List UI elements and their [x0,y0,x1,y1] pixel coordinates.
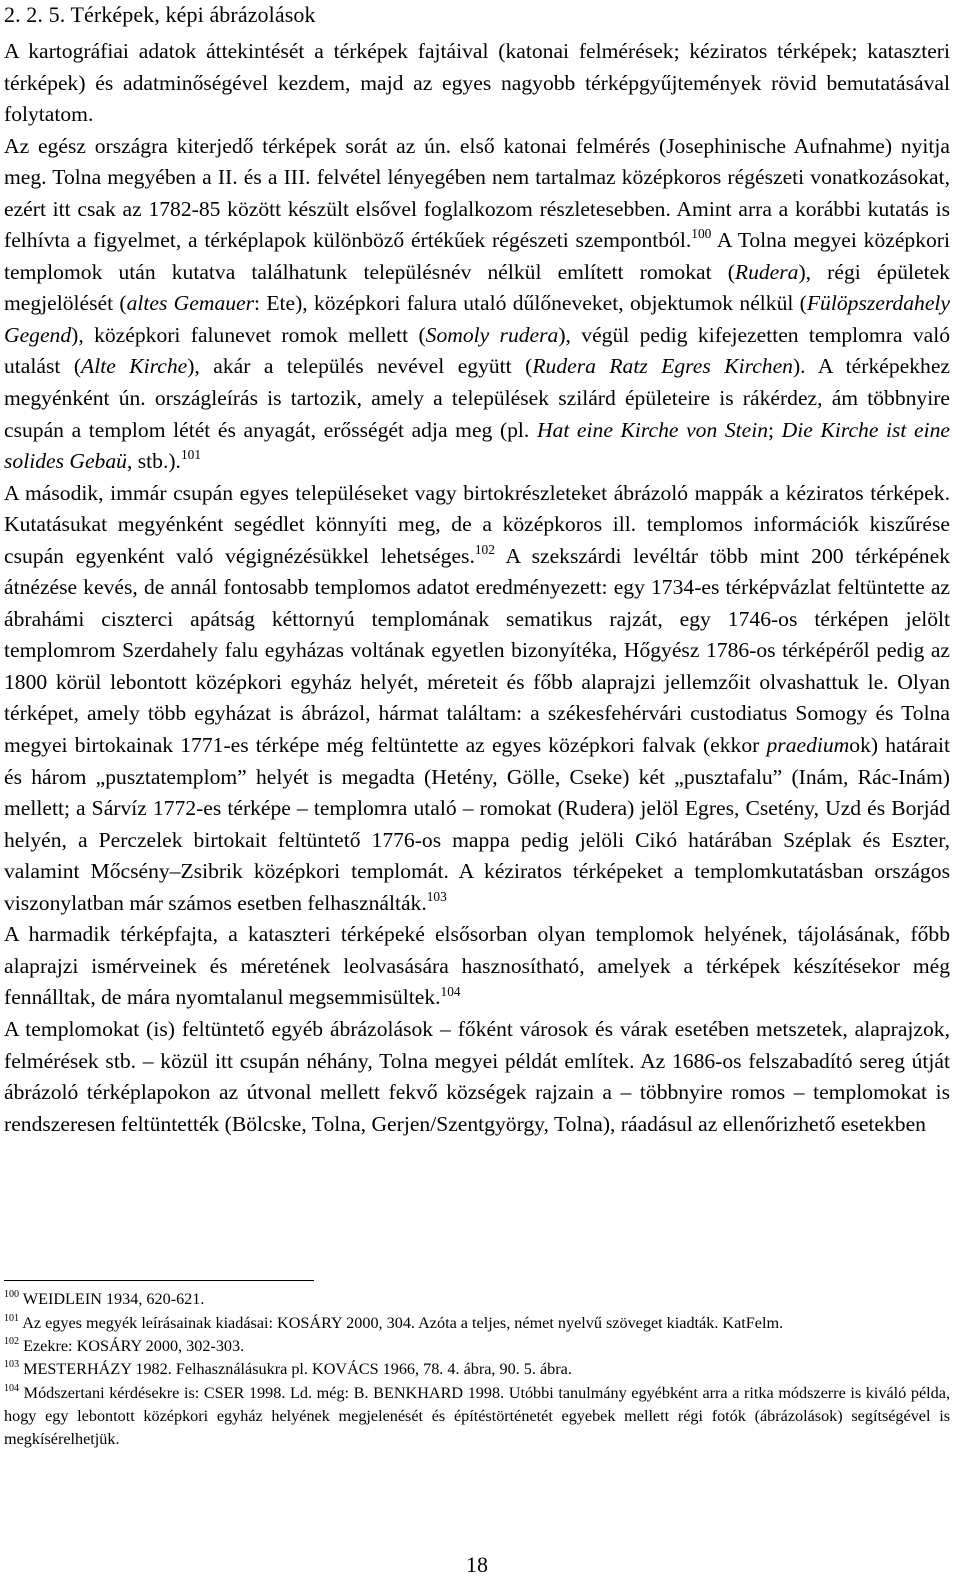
footnote [4,1358,950,1381]
italic-term: Die Kirche ist eine solides Gebaü [4,417,950,474]
body-text [4,36,950,1140]
footnote-text: Ezekre: KOSÁRY 2000, 302-303. [19,1337,245,1355]
italic-term: Rudera Ratz Egres Kirchen [532,354,793,379]
footnote-text: MESTERHÁZY 1982. Felhasználásukra pl. KOVÁCS 1966, 78. 4. ábra, 90. 5. ábra. [19,1360,572,1378]
footnote-number: 102 [4,1336,20,1348]
footnote-separator [4,1280,314,1281]
paragraph-4 [4,919,950,1014]
text-run: ok) határait és három „pusztatemplom” helyét is megadta (Hetény, Gölle, Cseke) két „pusztafalu” (Inám, Rác-Inám) mellett; a Sárvíz 1772-es térképe – templomra utaló – romokat (Rudera) jelöl Egres, Csetény, Uzd és Borjád helyén, a Perczelek birtokait feltüntető 1776-os mappa pedig jelöli Cikó határában Széplak és Eszter, valamint Mőcsény–Zsibrik középkori templomát. A kéziratos térképeket a templomkutatásban országos viszonylatban már számos esetben felhasználták. [4,733,950,915]
document-page [4,0,952,1590]
text-run: , stb.). [126,449,181,474]
page-number: 18 [466,1552,488,1577]
text-run: A kartográfiai adatok áttekintését a térképek fajtáival (katonai felmérések; kéziratos térképek; kataszteri térképek) és adatminőségével kezdem, majd az egyes nagyobb térképgyűjtemények rövid bemutatásával folytatom. [4,39,950,127]
text-run: ), végül pedig kifejezetten templomra való utalást ( [4,322,950,379]
text-run: A szekszárdi levéltár több mint 200 térképének átnézése kevés, de annál fontosabb templomos adatot eredményezett: egy 1734-es térképvázlat feltüntette az ábrahámi ciszterci apátság kéttornyú templomának sematikus rajzát, egy 1746-os térképen jelölt templomrom Szerdahely falu egyházas voltának egyetlen bizonyítéka, Hőgyész 1786-os térképéről pedig az 1800 körül lebontott középkori egyház helyét, méreteit és főbb alaprajzi jellemzőit olvashattuk le. Olyan térképet, amely több egyházat is ábrázol, hármat találtam: a székesfehérvári custodiatus Somogy és Tolna megyei birtokainak 1771-es térképe még feltüntette az egyes középkori falvak (ekkor [4,543,950,758]
footnote-ref[interactable]: 100 [691,226,712,242]
italic-term: Alte Kirche [81,354,188,379]
text-run: ), középkori falunevet romok mellett ( [71,322,426,347]
footnote [4,1312,950,1335]
text-run: Az egész országra kiterjedő térképek sorát az ún. első katonai felmérés (Josephinische Aufnahme) nyitja meg. Tolna megyében a II. és a III. felvétel lényegében nem tartalmaz középkoros régészeti vonatkozásokat, ezért itt csak az 1782-85 között készült elsővel foglalkozom részletesebben. Amint arra a korábbi kutatás is felhívta a figyelmet, a térképlapok különböző értékűek régészeti szempontból. [4,133,950,253]
footnote-number: 104 [4,1383,20,1395]
footnote-text: Módszertani kérdésekre is: CSER 1998. Ld. még: B. BENKHARD 1998. Utóbbi tanulmány egyébként arra a ritka módszerre is kiváló példa, hogy egy lebontott középkori egyház helyének megjelenését és építéstörténetét egyebek mellett régi fotók (ábrázolások) segítségével is megkísérelhetjük. [4,1384,950,1448]
footnote-text: WEIDLEIN 1934, 620-621. [19,1290,205,1308]
italic-term: Rudera [734,259,799,284]
paragraph-3 [4,478,950,920]
text-run: ; [768,417,782,442]
footnote-ref[interactable]: 104 [440,983,461,999]
italic-term: Hat eine Kirche von Stein [536,417,769,442]
text-run: A Tolna megyei középkori templomok után kutatva találhatunk településnév nélkül említett romokat ( [4,228,950,284]
italic-term: altes Gemauer [126,291,255,316]
text-run: A harmadik térképfajta, a kataszteri térképeké elsősorban olyan templomok helyének, tájolásának, főbb alaprajzi ismérveinek és méretének leolvasására hasznosítható, amelyek a térképek készítésekor még fennálltak, de mára nyomtalanul megsemmisültek. [4,922,950,1010]
footnote-number: 100 [4,1289,20,1301]
text-run: A templomokat (is) feltüntető egyéb ábrázolások – főként városok és várak esetében metszetek, alaprajzok, felmérések stb. – közül itt csupán néhány, Tolna megyei példát említek. Az 1686-os felszabadító sereg útját ábrázoló térképlapokon az útvonal mellett fekvő községek rajzain a – többnyire romos – templomokat is rendszeresen feltüntették (Bölcske, Tolna, Gerjen/Szentgyörgy, Tolna), ráadásul az ellenőrizhető esetekben [4,1016,950,1136]
paragraph-2 [4,131,950,478]
footnote-ref[interactable]: 102 [474,541,495,557]
text-run: : Ete), középkori falura utaló dűlőneveket, objektumok nélkül ( [254,291,807,316]
italic-term: praedium [766,733,850,758]
section-heading: 2. 2. 5. Térképek, képi ábrázolások [4,2,316,27]
footnote [4,1335,950,1358]
italic-term: Fülöpszerdahely Gegend [4,291,950,347]
footnote-ref[interactable]: 103 [426,888,447,904]
text-run: ), akár a település nevével együtt ( [187,354,533,379]
text-run: ), régi épületek megjelölését ( [4,259,950,316]
text-run: A második, immár csupán egyes településeket vagy birtokrészleteket ábrázoló mappák a kéziratos térképek. Kutatásukat megyénként segédlet könnyíti meg, de a középkoros ill. templomos információk kiszűrése csupán egyenként való végignézésükkel lehetséges. [4,480,950,568]
italic-term: Somoly rudera [425,322,559,347]
footnote [4,1382,950,1451]
paragraph-1 [4,36,950,131]
footnote-number: 101 [4,1313,20,1325]
footnote-number: 103 [4,1359,20,1371]
paragraph-5 [4,1014,950,1140]
footnote-text: Az egyes megyék leírásainak kiadásai: KOSÁRY 2000, 304. Azóta a teljes, német nyelvű szöveget kiadták. KatFelm. [19,1314,784,1332]
text-run: ). A térképekhez megyénként ún. országleírás is tartozik, amely a települések szilárd épületeire is rákérdez, ám többnyire csupán a templom létét és anyagát, erősségét adja meg (pl. [4,354,950,442]
footnotes [4,1288,950,1451]
footnote-ref[interactable]: 101 [180,447,201,463]
footnote [4,1288,950,1311]
